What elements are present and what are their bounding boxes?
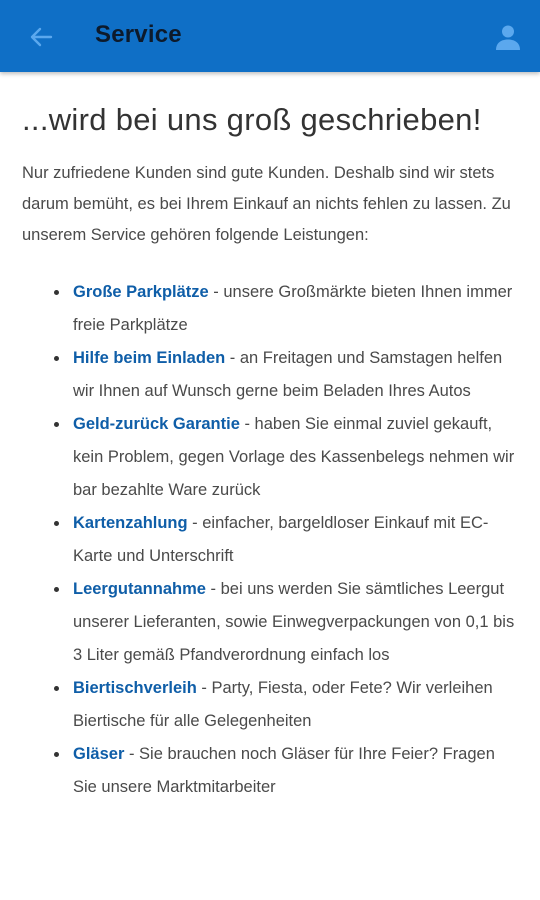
service-description: - an Freitagen und Samstagen helfen wir Ihnen auf Wunsch gerne beim Beladen Ihres Autos — [73, 349, 503, 400]
service-description: - unsere Großmärkte bieten Ihnen immer freie Parkplätze — [73, 283, 513, 334]
service-description: - bei uns werden Sie sämtliches Leergut unserer Lieferanten, sowie Einwegverpackungen von 0,1 bis 3 Liter gemäß Pfandverordnung einfach los — [73, 580, 515, 664]
user-icon — [494, 23, 522, 51]
list-item — [73, 342, 522, 408]
service-description: - Party, Fiesta, oder Fete? Wir verleihen Biertische für alle Gelegenheiten — [73, 679, 493, 730]
app-bar — [0, 0, 540, 72]
service-description: - einfacher, bargeldloser Einkauf mit EC-Karte und Unterschrift — [73, 514, 489, 565]
intro-text: Nur zufriedene Kunden sind gute Kunden. Deshalb sind wir stets darum bemüht, es bei Ihrem Einkauf an nichts fehlen zu lassen. Zu unserem Service gehören folgende Leistungen: — [22, 164, 511, 244]
service-link-biertisch[interactable]: Biertischverleih — [73, 679, 197, 697]
service-link-glaeser[interactable]: Gläser — [73, 745, 125, 763]
service-link-einladen[interactable]: Hilfe beim Einladen — [73, 349, 226, 367]
service-link-leergut[interactable]: Leergutannahme — [73, 580, 206, 598]
list-item — [73, 408, 522, 507]
list-item — [73, 672, 522, 738]
list-item — [73, 573, 522, 672]
arrow-left-icon — [29, 27, 53, 47]
list-item — [73, 507, 522, 573]
service-description: - haben Sie einmal zuviel gekauft, kein Problem, gegen Vorlage des Kassenbelegs nehmen wir bar bezahlte Ware zurück — [73, 415, 515, 499]
service-description: - Sie brauchen noch Gläser für Ihre Feier? Fragen Sie unsere Marktmitarbeiter — [73, 745, 495, 796]
service-link-kartenzahlung[interactable]: Kartenzahlung — [73, 514, 188, 532]
page-title: Service — [95, 21, 182, 48]
service-link-parkplaetze[interactable]: Große Parkplätze — [73, 283, 209, 301]
list-item — [73, 738, 522, 804]
service-link-garantie[interactable]: Geld-zurück Garantie — [73, 415, 240, 433]
back-button[interactable] — [24, 22, 58, 52]
list-item — [73, 276, 522, 342]
user-button[interactable] — [490, 20, 526, 54]
main-content — [22, 100, 522, 804]
service-list — [22, 276, 522, 804]
page-heading: ...wird bei uns groß geschrieben! — [22, 102, 482, 137]
